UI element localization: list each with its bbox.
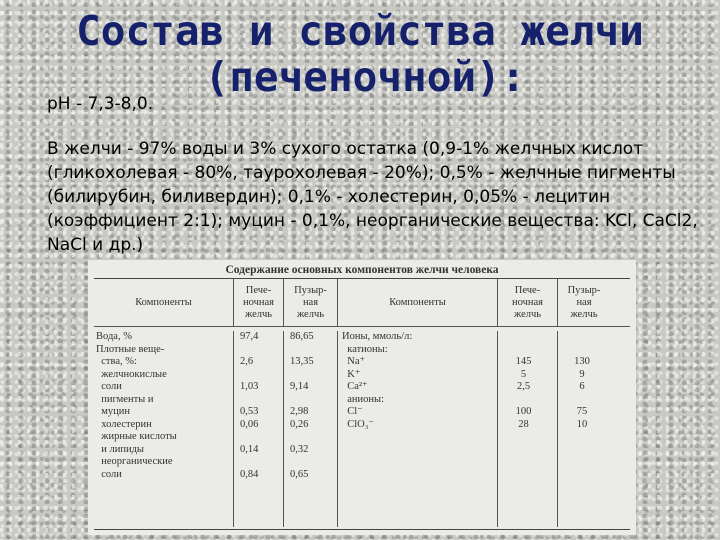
table-caption: Содержание основных компонентов желчи человека	[225, 264, 499, 276]
slide-title	[0, 8, 720, 100]
header-gallbladder-bile: Пузыр- ная желчь	[284, 279, 338, 326]
table-body	[94, 327, 630, 527]
header-gallbladder-bile-2: Пузыр- ная желчь	[567, 284, 601, 320]
header-hepatic-bile: Пече- ночная желчь	[234, 279, 284, 326]
slide-title-line1: Состав и свойства желчи	[76, 7, 644, 55]
slide-title-line2: (печеночной):	[204, 53, 526, 101]
ions-column: Ионы, ммоль/л: катионы: Na⁺ K⁺ Ca²⁺ анионы: Cl⁻ ClO₃⁻	[338, 331, 498, 527]
table-grid	[94, 278, 630, 530]
components-column: Вода, % Плотные веще- ства, %: желчнокислые соли пигменты и муцин холестерин жирные кислоты и липиды неорганические соли	[94, 331, 234, 527]
ions-gallbladder-values-column: 130 9 6 75 10	[574, 356, 590, 430]
bile-components-table	[88, 260, 636, 535]
ph-text: рН - 7,3-8,0.	[47, 94, 154, 114]
table-header-row	[94, 279, 630, 327]
gallbladder-values-column: 86,65 13,35 9,14 2,98 0,26 0,32 0,65	[284, 331, 338, 527]
hepatic-values-column: 97,4 2,6 1,03 0,53 0,06 0,14 0,84	[234, 331, 284, 527]
composition-paragraph: В желчи - 97% воды и 3% сухого остатка (0,9-1% желчных кислот (гликохолевая - 80%, таурохолевая - 20%); 0,5% - желчные пигменты (билирубин, биливердин); 0,1% - холестерин, 0,05% - лецитин (коэффициент 2:1); муцин - 0,1%, неорганические вещества: KCl, CaCl2, NaCl и др.)	[47, 139, 698, 255]
header-components: Компоненты	[94, 279, 234, 326]
header-hepatic-bile-2: Пече- ночная желчь	[498, 279, 558, 326]
ions-hepatic-values-column: 145 5 2,5 100 28	[498, 331, 558, 527]
header-components-2: Компоненты	[338, 279, 498, 326]
